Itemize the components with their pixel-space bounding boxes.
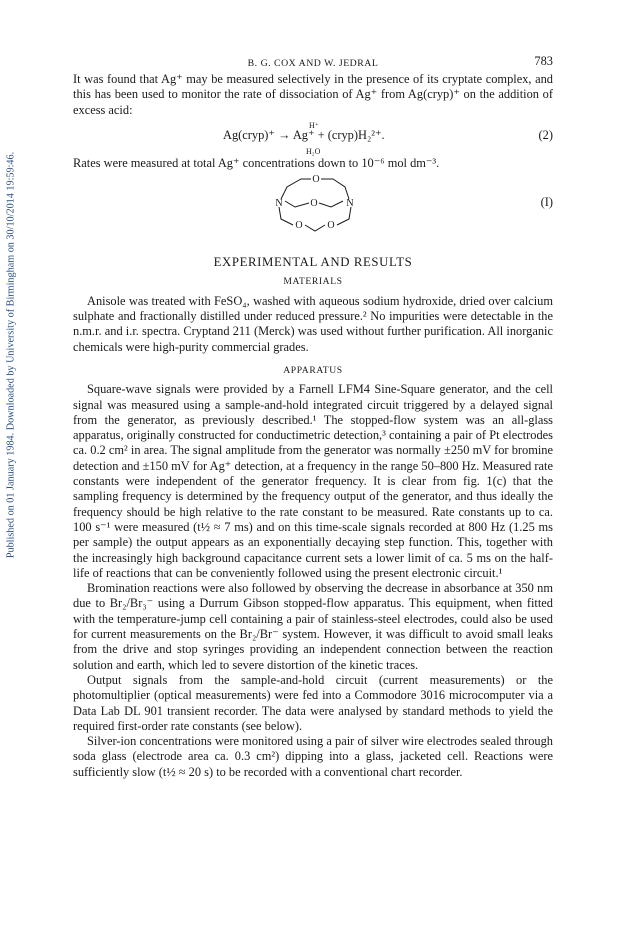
cryptand-structure bbox=[73, 173, 553, 235]
equation-2-text: Ag(cryp)⁺ → Ag⁺ + (cryp)H₂²⁺. bbox=[223, 127, 385, 142]
apparatus-paragraph-3: Output signals from the sample-and-hold circuit (current measurements) or the photomultiplier (optical measurements) were fed into a Commodore 3016 microcomputer via a Data Lab DL 901 transient recorder. The data were analysed by standard methods to yield the required first-order rate constants (see below). bbox=[73, 672, 553, 733]
cryptand-structure-drawing bbox=[263, 173, 367, 235]
equation-2 bbox=[73, 118, 553, 156]
section-title: EXPERIMENTAL AND RESULTS bbox=[213, 255, 413, 270]
structure-atom-o3: O bbox=[295, 220, 303, 232]
structure-number: (I) bbox=[540, 195, 553, 210]
running-header bbox=[73, 54, 553, 72]
apparatus-paragraph-1: Square-wave signals were provided by a Farnell LFM4 Sine-Square generator, and the cell signal was measured using a sample-and-hold integrated circuit triggered by a delayed signal from the generator, as previously described.¹ The stopped-flow system was an all-glass apparatus, originally constructed for conductimetric detection,³ containing a pair of Pt electrodes ca. 0.2 cm² in area. The signal amplitude from the generator was normally ±250 mV for bromine detection and ±150 mV for Ag⁺ detection, at a frequency in the range 50–800 Hz. Measured rate constants were independent of the generator frequency. It is clear from fig. 1(c) that the sampling frequency is determined by the frequency output of the generator, and thus ideally the frequency should be high relative to the rate constant to be measured. Rate constants up to ca. 100 s⁻¹ were measured (t½ ≈ 7 ms) and on this time-scale signals recorded at 800 Hz (1.25 ms per sample) the output appears as an exponentially decaying step function. This, together with the increasingly high background capacitance current sets a lower limit of ca. 5 ms on the half-life of reactions that can be conveniently followed using the present electronic circuit.¹ bbox=[73, 382, 553, 580]
apparatus-paragraph-2: Bromination reactions were also followed by observing the decrease in absorbance at 350 nm due to Br₂/Br₃⁻ using a Durrum Gibson stopped-flow apparatus. This equipment, when fitted with the temperature-jump cell containing a pair of stainless-steel electrodes, could also be used for current measurements on the Br₂/Br⁻ system. However, it was difficult to avoid small leaks from the drive and stop syringes providing an independent connection between the reaction solution and earth, which led to severe distortion of the kinetic traces. bbox=[73, 581, 553, 672]
download-watermark bbox=[4, 140, 18, 570]
structure-atom-o4: O bbox=[327, 220, 335, 232]
materials-paragraph: Anisole was treated with FeSO₄, washed with aqueous sodium hydroxide, dried over calcium sulphate and fractionally distilled under reduced pressure.² No impurities were detectable in the n.m.r. and i.r. spectra. Cryptand 211 (Merck) was used without further purification. All inorganic chemicals were high-purity commercial grades. bbox=[73, 293, 553, 354]
structure-atom-n1: N bbox=[275, 198, 283, 210]
page-number: 783 bbox=[534, 54, 553, 68]
download-watermark-text: Published on 01 January 1984. Downloaded by University of Birmingham on 30/10/2014 19:59:46. bbox=[5, 151, 17, 559]
apparatus-heading: APPARATUS bbox=[283, 364, 343, 376]
equation-2-number: (2) bbox=[538, 127, 553, 142]
structure-atom-o1: O bbox=[312, 174, 320, 186]
running-header-authors: B. G. COX AND W. JEDRAL bbox=[247, 58, 379, 69]
apparatus-paragraph-4: Silver-ion concentrations were monitored using a pair of silver wire electrodes sealed through soda glass (electrode area ca. 0.3 cm²) dipping into a glass, jacketed cell. Reactions were sufficiently slow (t½ ≈ 20 s) to be recorded with a conventional chart recorder. bbox=[73, 734, 553, 779]
equation-2-above-arrow: H⁺ bbox=[309, 120, 319, 130]
structure-atom-o2: O bbox=[310, 198, 318, 210]
equation-2-below-arrow: H₂O bbox=[306, 146, 321, 156]
rates-sentence: Rates were measured at total Ag⁺ concentrations down to 10⁻⁶ mol dm⁻³. bbox=[73, 155, 440, 170]
journal-page bbox=[73, 54, 553, 780]
materials-heading: MATERIALS bbox=[283, 276, 343, 288]
intro-paragraph: It was found that Ag⁺ may be measured selectively in the presence of its cryptate complex, and this has been used to monitor the rate of dissociation of Ag⁺ from Ag(cryp)⁺ on the addition of excess acid: bbox=[73, 72, 553, 117]
structure-atom-n2: N bbox=[346, 198, 354, 210]
